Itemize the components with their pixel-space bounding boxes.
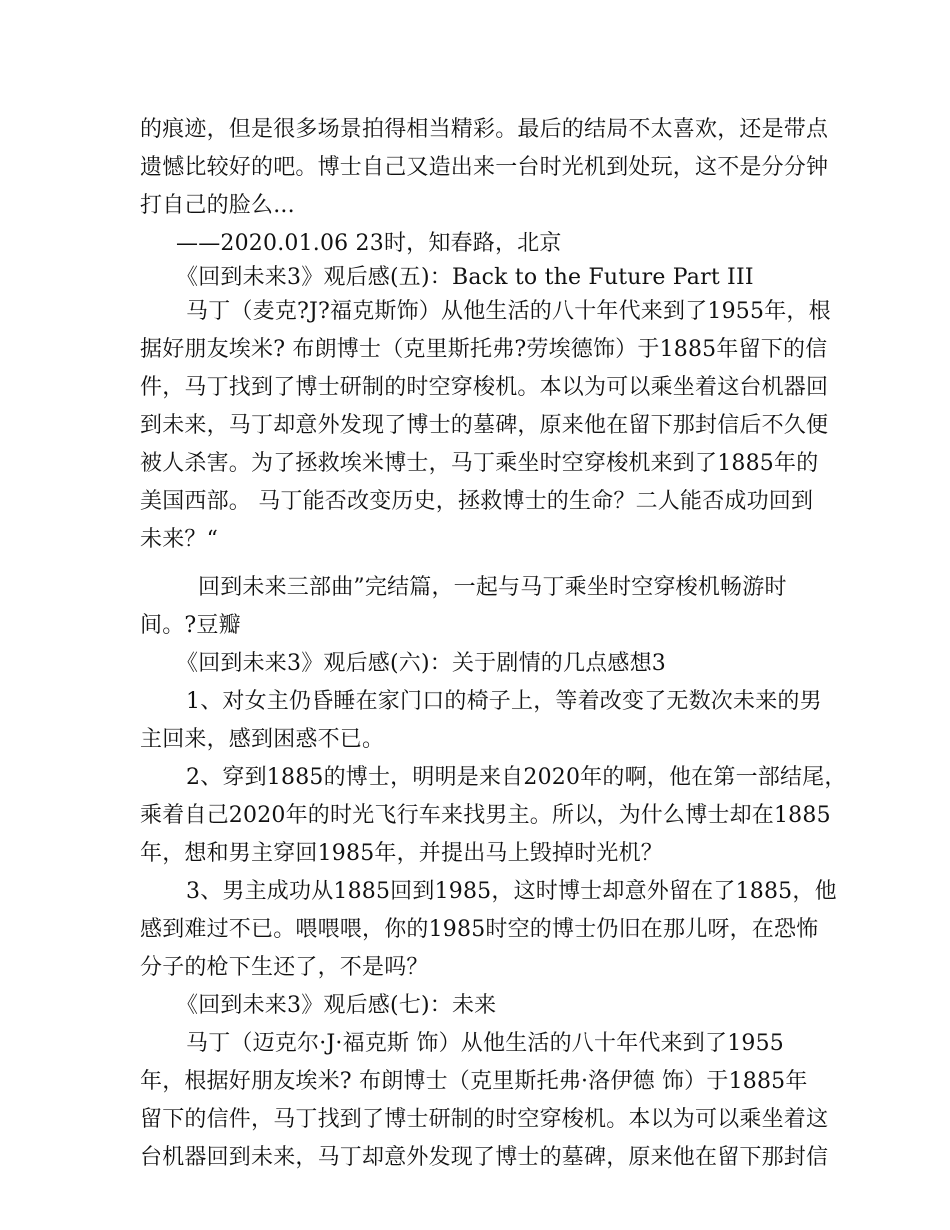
- text-line: 未来？“: [140, 527, 219, 552]
- text-line: 马丁（麦克?J?福克斯饰）从他生活的八十年代来到了1955年，根: [186, 299, 831, 324]
- section-heading: 《回到未来3》观后感(五)：Back to the Future Part III: [176, 265, 754, 290]
- text-line: 主回来，感到困惑不已。: [140, 727, 385, 752]
- signature-line: ——2020.01.06 23时，知春路，北京: [176, 231, 562, 256]
- text-line: 台机器回到未来，马丁却意外发现了博士的墓碑，原来他在留下那封信: [140, 1145, 829, 1170]
- section-heading: 《回到未来3》观后感(七)：未来: [176, 993, 497, 1018]
- text-line: 1、对女主仍昏睡在家门口的椅子上，等着改变了无数次未来的男: [186, 689, 822, 714]
- text-line: 据好朋友埃米? 布朗博士（克里斯托弗?劳埃德饰）于1885年留下的信: [140, 337, 828, 362]
- text-line: 乘着自己2020年的时光飞行车来找男主。所以，为什么博士却在1885: [140, 803, 831, 828]
- text-line: 的痕迹，但是很多场景拍得相当精彩。最后的结局不太喜欢，还是带点: [140, 117, 829, 142]
- text-line: 打自己的脸么...: [140, 193, 295, 218]
- text-line: 被人杀害。为了拯救埃米博士，马丁乘坐时空穿梭机来到了1885年的: [140, 451, 819, 476]
- text-line: 到未来，马丁却意外发现了博士的墓碑，原来他在留下那封信后不久便: [140, 413, 829, 438]
- text-line: 分子的枪下生还了，不是吗？: [140, 955, 429, 980]
- text-line: 遗憾比较好的吧。博士自己又造出来一台时光机到处玩，这不是分分钟: [140, 155, 829, 180]
- text-line: 年，根据好朋友埃米? 布朗博士（克里斯托弗·洛伊德 饰）于1885年: [140, 1069, 808, 1094]
- text-line: 2、穿到1885的博士，明明是来自2020年的啊，他在第一部结尾，: [186, 765, 847, 790]
- text-line: 件，马丁找到了博士研制的时空穿梭机。本以为可以乘坐着这台机器回: [140, 375, 829, 400]
- text-line: 马丁（迈克尔·J·福克斯 饰）从他生活的八十年代来到了1955: [186, 1031, 784, 1056]
- section-heading: 《回到未来3》观后感(六)：关于剧情的几点感想3: [176, 651, 666, 676]
- text-line: 留下的信件，马丁找到了博士研制的时空穿梭机。本以为可以乘坐着这: [140, 1107, 829, 1132]
- text-line: 年，想和男主穿回1985年，并提出马上毁掉时光机？: [140, 841, 663, 866]
- text-line: 间。?豆瓣: [140, 613, 241, 638]
- text-line: 感到难过不已。喂喂喂，你的1985时空的博士仍旧在那儿呀，在恐怖: [140, 917, 819, 942]
- text-line: 回到未来三部曲”完结篇，一起与马丁乘坐时空穿梭机畅游时: [198, 575, 787, 600]
- text-line: 3、男主成功从1885回到1985，这时博士却意外留在了1885，他: [186, 879, 837, 904]
- text-line: 美国西部。 马丁能否改变历史，拯救博士的生命？二人能否成功回到: [140, 489, 814, 514]
